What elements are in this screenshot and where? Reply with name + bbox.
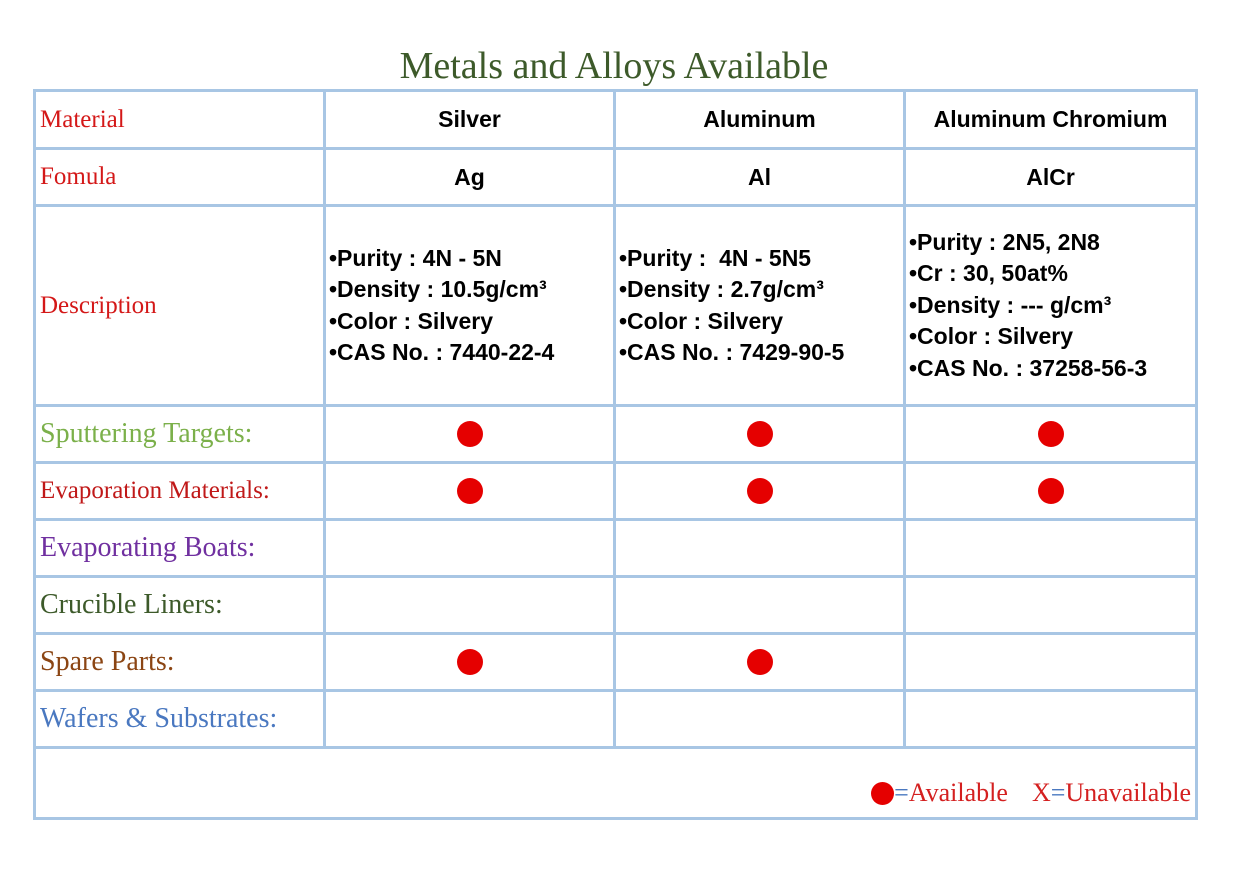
label-wafers: Wafers & Substrates: <box>35 691 325 748</box>
availability-cell <box>325 691 615 748</box>
row-formula <box>35 149 1197 206</box>
row-description <box>35 206 1197 406</box>
desc-line: •Color : Silvery <box>619 307 783 334</box>
legend-available: Available <box>908 778 1008 807</box>
materials-table <box>33 89 1198 820</box>
legend-x: X <box>1031 778 1051 807</box>
legend <box>35 748 1197 819</box>
available-dot-icon <box>747 478 773 504</box>
legend-unavailable: Unavailable <box>1065 778 1191 807</box>
availability-cell <box>615 577 905 634</box>
row-crucible <box>35 577 1197 634</box>
row-spare <box>35 634 1197 691</box>
row-legend <box>35 748 1197 819</box>
row-sputtering <box>35 406 1197 463</box>
availability-cell <box>325 463 615 520</box>
available-dot-icon <box>457 649 483 675</box>
desc-line: •CAS No. : 37258-56-3 <box>909 354 1148 381</box>
page-title: Metals and Alloys Available <box>399 45 829 87</box>
row-material <box>35 91 1197 149</box>
availability-cell <box>615 634 905 691</box>
desc-line: •CAS No. : 7429-90-5 <box>619 339 845 365</box>
available-dot-icon <box>871 782 894 805</box>
availability-cell <box>325 577 615 634</box>
header-aluminum: Aluminum <box>615 91 905 149</box>
available-dot-icon <box>747 649 773 675</box>
header-silver: Silver <box>325 91 615 149</box>
label-formula: Fomula <box>35 149 325 206</box>
availability-cell <box>905 463 1197 520</box>
availability-cell <box>905 634 1197 691</box>
header-aluminum-chromium: Aluminum Chromium <box>905 91 1197 149</box>
availability-cell <box>325 634 615 691</box>
row-evaporation <box>35 463 1197 520</box>
availability-cell <box>615 520 905 577</box>
availability-cell <box>325 406 615 463</box>
available-dot-icon <box>457 478 483 504</box>
availability-cell <box>905 577 1197 634</box>
label-sputtering: Sputtering Targets: <box>35 406 325 463</box>
available-dot-icon <box>747 421 773 447</box>
label-spare: Spare Parts: <box>35 634 325 691</box>
formula-ag: Ag <box>325 149 615 206</box>
available-dot-icon <box>1038 478 1064 504</box>
desc-line: •Density : 10.5g/cm³ <box>329 276 547 302</box>
desc-line: •Purity : 2N5, 2N8 <box>909 228 1100 255</box>
formula-alcr: AlCr <box>905 149 1197 206</box>
label-evaporation: Evaporation Materials: <box>35 463 325 520</box>
desc-line: •Density : --- g/cm³ <box>909 291 1112 318</box>
desc-line: •Purity : 4N - 5N <box>329 244 502 271</box>
available-dot-icon <box>457 421 483 447</box>
row-boats <box>35 520 1197 577</box>
label-description: Description <box>35 206 325 406</box>
availability-cell <box>905 691 1197 748</box>
desc-line: •Cr : 30, 50at% <box>909 260 1068 287</box>
desc-line: •CAS No. : 7440-22-4 <box>329 339 555 365</box>
available-dot-icon <box>1038 421 1064 447</box>
desc-line: •Density : 2.7g/cm³ <box>619 276 824 302</box>
desc-line: •Color : Silvery <box>329 307 493 334</box>
label-boats: Evaporating Boats: <box>35 520 325 577</box>
row-wafers <box>35 691 1197 748</box>
availability-cell <box>905 406 1197 463</box>
label-crucible: Crucible Liners: <box>35 577 325 634</box>
availability-cell <box>615 406 905 463</box>
availability-cell <box>615 463 905 520</box>
description-aluminum <box>615 206 905 406</box>
desc-line: •Purity : 4N - 5N5 <box>619 244 812 271</box>
legend-equals: = <box>1050 778 1066 807</box>
description-aluminum-chromium <box>905 206 1197 406</box>
legend-equals: = <box>894 778 909 807</box>
availability-cell <box>615 691 905 748</box>
desc-line: •Color : Silvery <box>909 323 1073 350</box>
availability-cell <box>325 520 615 577</box>
availability-cell <box>905 520 1197 577</box>
label-material: Material <box>35 91 325 149</box>
description-silver <box>325 206 615 406</box>
formula-al: Al <box>615 149 905 206</box>
